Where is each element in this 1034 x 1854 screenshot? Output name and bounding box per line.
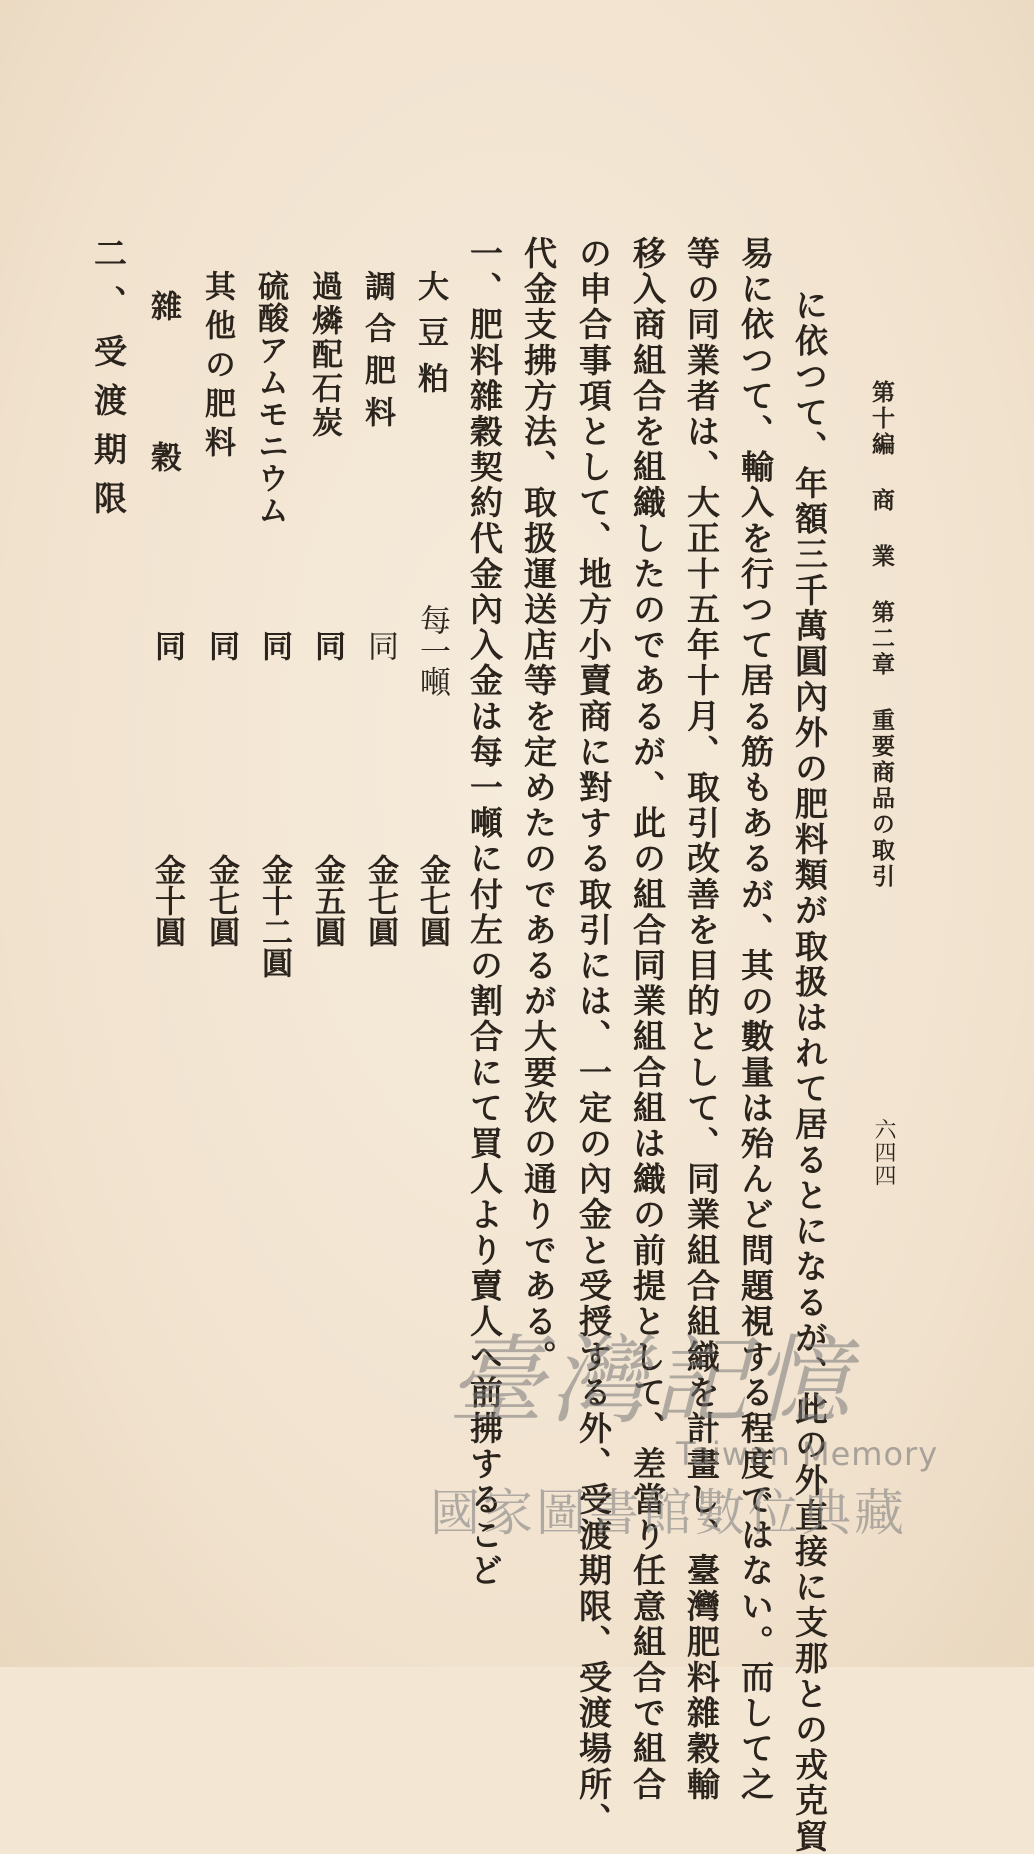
- body-line-1: に依つて、年額三千萬圓內外の肥料類が取扱はれて居るとになるが、此の外直接に支那との戎克貿: [790, 288, 829, 1854]
- rate-item: 調合肥料: [359, 270, 395, 438]
- rate-item: 硫酸アムモニウム: [252, 270, 288, 526]
- rate-unit: 同: [203, 630, 239, 661]
- page-number: 六四四: [871, 1118, 896, 1187]
- rate-amount: 金十圓: [149, 854, 185, 947]
- rate-amount: 金七圓: [203, 854, 239, 947]
- watermark-english: Taiwan Memory: [676, 1435, 939, 1473]
- rate-amount: 金五圓: [309, 854, 345, 947]
- body-line-2: 易に依つて、輸入を行つて居る筋もあるが、其の數量は殆んど問題視する程度ではない。而して之: [736, 236, 775, 1803]
- rate-unit: 同: [309, 630, 345, 661]
- rate-amount: 金七圓: [414, 854, 450, 947]
- rate-amount: 金十二圓: [256, 854, 292, 978]
- rate-amount: 金七圓: [362, 854, 398, 947]
- rate-item: 其他の肥料: [199, 270, 235, 465]
- body-line-7: 一、肥料雜穀契約代金內入金は每一噸に付左の割合にて買人より賣人へ前拂するこど: [465, 236, 504, 1589]
- body-line-5: の申合事項として、地方小賣商に對する取引には、一定の內金と受授する外、受渡期限、受渡場所、: [574, 236, 613, 1838]
- rate-item: 雜穀: [145, 290, 181, 592]
- body-line-4: 移入商組合を組織したのであるが、此の組合同業組合組は織の前提として、差當り任意組合で組合: [628, 236, 667, 1803]
- section-two-heading: 二、受渡期限: [89, 236, 128, 530]
- running-header: 第十編 商 業 第二章 重要商品の取引: [868, 380, 895, 890]
- rate-unit: 同: [256, 630, 292, 661]
- body-line-6: 代金支拂方法、取扱運送店等を定めたのであるが大要次の通りである。: [519, 236, 558, 1376]
- rate-unit: 同: [149, 630, 185, 661]
- body-line-3: 等の同業者は、大正十五年十月、取引改善を目的として、同業組合組織を計畫し、臺灣肥料雜穀輸: [682, 236, 721, 1803]
- rate-item: 過燐配石炭: [306, 270, 342, 440]
- rate-unit: 同: [362, 630, 398, 661]
- rate-unit: 每一噸: [414, 604, 450, 697]
- watermark-institution: 國家圖書館數位典藏: [430, 1484, 907, 1542]
- watermark-script: 臺灣記憶: [448, 1325, 856, 1437]
- rate-item: 大豆粕: [412, 270, 448, 408]
